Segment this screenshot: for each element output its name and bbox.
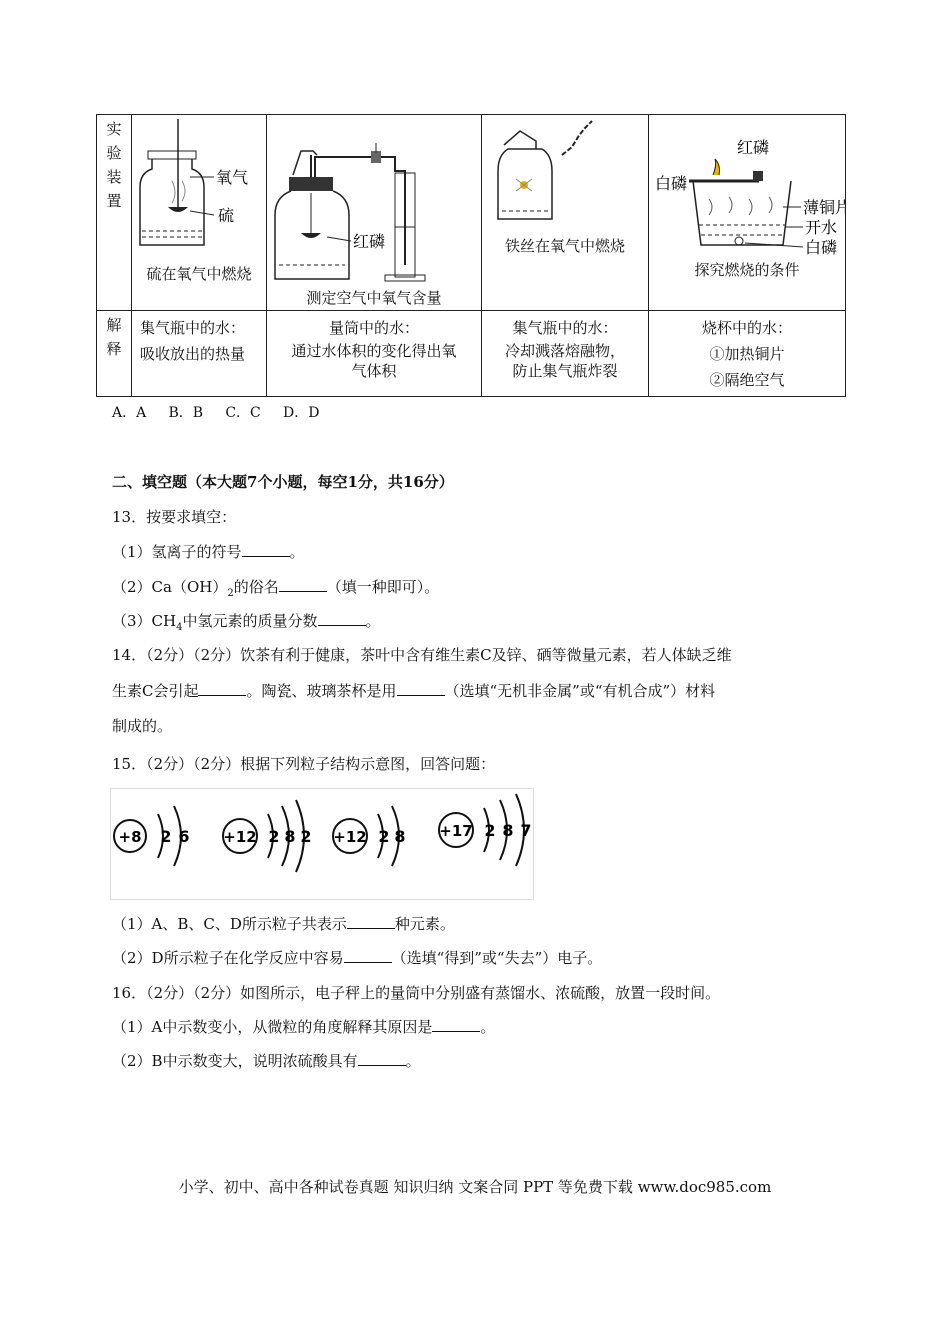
cell-oxygen-content-apparatus [267,115,482,311]
q13-part2: $(2)Ca(OH)_2$的俗名 （填一种即可）。 [112,578,440,599]
answer-options [112,402,320,424]
cell-combustion-apparatus [649,115,846,311]
svg-text:+12: +12 [333,828,367,846]
option-a[interactable]: A．A [112,405,147,421]
cell-sulfur-apparatus [132,115,267,311]
q15-blank2[interactable] [344,948,392,963]
caption-combustion: 探究燃烧的条件 [694,261,800,279]
svg-text:2: 2 [300,827,312,846]
q14-line2: 生素C会引起 。陶瓷、玻璃茶杯是用 （选填“无机非金属”或“有机合成”）材料 [112,682,716,700]
caption-sulfur: 硫在氧气中燃烧 [146,265,252,283]
atom-b [223,800,312,900]
svg-text:7: 7 [520,821,532,840]
svg-text:6: 6 [178,827,190,846]
label-boiling-water: 开水 [805,218,838,237]
atom-d [439,794,532,900]
row-header-apparatus: 实 验 装 置 [97,115,132,311]
svg-text:+8: +8 [118,828,142,846]
q13-blank3[interactable] [318,611,366,626]
q14-line1: 14．（2分）（2分）饮茶有利于健康，茶叶中含有维生素C及锌、硒等微量元素，若人体缺乏维 [112,646,732,664]
svg-text:+17: +17 [439,822,473,840]
q14-blank1[interactable] [198,681,246,696]
q15-part1: （1）A、B、C、D所示粒子共表示 种元素。 [112,915,455,933]
svg-text:2: 2 [484,821,496,840]
q13-stem: 13．按要求填空： [112,508,237,526]
svg-text:8: 8 [284,827,296,846]
cell-iron-apparatus [482,115,649,311]
q14-blank2[interactable] [397,681,445,696]
page-footer: 小学、初中、高中各种试卷真题 知识归纳 文案合同 PPT 等免费下载 www.doc985.com [178,1178,772,1196]
option-b[interactable]: B．B [168,405,204,421]
q15-part2: （2）D所示粒子在化学反应中容易 （选填“得到”或“失去”）电子。 [112,949,603,967]
atom-structure-diagrams [110,788,534,900]
atom-c [333,806,406,900]
explain-sulfur: 集气瓶中的水： 吸收放出的热量 [132,311,267,397]
label-white-phosphorus-top: 白磷 [655,174,688,193]
svg-text:+12: +12 [223,828,257,846]
option-d[interactable]: D．D [283,405,320,421]
label-white-phosphorus-bottom: 白磷 [805,238,838,257]
svg-text:2: 2 [268,827,280,846]
label-red-phosphorus-top: 红磷 [737,138,770,157]
q16-part2: （2）B中示数变大，说明浓硫酸具有 。 [112,1052,421,1070]
caption-iron: 铁丝在氧气中燃烧 [504,237,625,255]
label-copper-sheet: 薄铜片 [803,198,845,217]
combustion-conditions-diagram [649,115,845,269]
iron-burning-diagram [482,115,648,231]
svg-text:2: 2 [160,827,172,846]
svg-text:2: 2 [378,827,390,846]
caption-oxygen-content: 测定空气中氧气含量 [306,289,442,307]
q13-blank2[interactable] [279,577,327,592]
svg-text:8: 8 [502,821,514,840]
sulfur-burning-diagram [132,115,266,275]
row-header-explanation: 解 释 [97,311,132,397]
option-c[interactable]: C．C [225,405,261,421]
q13-part1: （1）氢离子的符号 。 [112,543,305,561]
atom-a [114,806,190,900]
label-oxygen: 氧气 [216,168,249,187]
experiment-table [96,114,846,397]
q13-blank1[interactable] [242,542,290,557]
explain-combustion: 烧杯中的水： ①加热铜片 ②隔绝空气 [649,311,846,397]
svg-text:8: 8 [394,827,406,846]
oxygen-content-diagram [267,115,481,283]
label-sulfur: 硫 [218,206,235,225]
q13-part3: $(3)CH_4$中氢元素的质量分数 。 [112,612,381,633]
q16-stem: 16．（2分）（2分）如图所示，电子秤上的量筒中分别盛有蒸馏水、浓硫酸，放置一段时间。 [112,984,721,1002]
explain-iron: 集气瓶中的水： 冷却溅落熔融物， 防止集气瓶炸裂 [482,311,649,397]
q16-blank2[interactable] [358,1051,406,1066]
q15-blank1[interactable] [347,914,395,929]
explain-oxygen-content: 量筒中的水： 通过水体积的变化得出氧 气体积 [267,311,482,397]
section-title: 二、填空题（本大题7个小题，每空1分，共16分） [112,473,454,491]
q15-stem: 15．（2分）（2分）根据下列粒子结构示意图，回答问题： [112,755,496,773]
q16-blank1[interactable] [432,1017,480,1032]
label-red-phosphorus: 红磷 [353,232,386,251]
q16-part1: （1）A中示数变小，从微粒的角度解释其原因是 。 [112,1018,496,1036]
q14-line3: 制成的。 [112,717,173,735]
